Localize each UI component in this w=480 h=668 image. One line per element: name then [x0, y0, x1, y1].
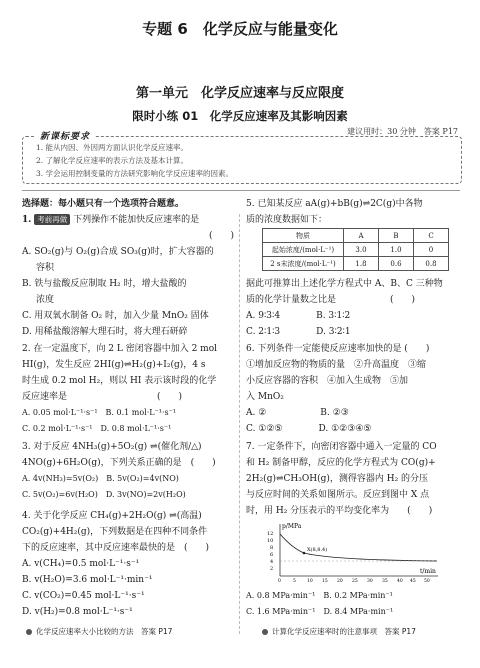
q2-options-cd: C. 0.2 mol·L⁻¹·s⁻¹ D. 0.8 mol·L⁻¹·s⁻¹: [22, 424, 172, 433]
y-tick: 8: [270, 545, 274, 551]
table-cell: 1.0: [379, 243, 414, 257]
x-tick: 5: [293, 579, 296, 582]
q4-stem-2: CO₂(g)+4H₂(g)，下列数据是在四种不同条件: [22, 527, 208, 537]
concentration-table: [262, 228, 449, 271]
x-tick: 45: [410, 579, 416, 582]
q2-stem-3: 时生成 0.2 mol H₂，则以 HI 表示该时段的化学: [22, 376, 217, 386]
requirements-title: 新课标要求: [36, 129, 94, 142]
q5-options-cd: C. 2∶1∶3 D. 3∶2∶1: [246, 327, 351, 337]
table-header: C: [414, 229, 449, 243]
q1-blank: ( ): [208, 231, 234, 241]
q1-option-d: D. 用稀盐酸溶解大理石时，将大理石研碎: [22, 327, 188, 337]
point-x: [303, 552, 306, 555]
table-cell: 0.6: [379, 257, 414, 271]
x-tick: 30: [367, 579, 373, 582]
graph-xlabel: t/min: [420, 568, 436, 575]
q1-option-a-cont: 容积: [36, 263, 55, 273]
section-instruction: 选择题：每小题只有一个选项符合题意。: [22, 199, 185, 209]
q1-option-b: B. 铁与盐酸反应制取 H₂ 时，增大盐酸的: [22, 279, 187, 289]
footer-left: [26, 626, 172, 637]
exam-tag: 考前再做: [34, 214, 70, 225]
y-tick: 12: [267, 531, 274, 537]
q5-conclusion: 据此可推算出上述化学方程式中 A、B、C 三种物: [246, 279, 443, 289]
q2-stem-2: HI(g)，发生反应 2HI(g)⇌H₂(g)+I₂(g)，4 s: [22, 360, 206, 370]
q3-options-ab: A. 4v(NH₃)=5v(O₂) B. 5v(O₂)=4v(NO): [22, 474, 179, 483]
table-cell: 2 s末浓度/(mol·L⁻¹): [263, 257, 344, 271]
table-header: A: [344, 229, 379, 243]
x-tick: 10: [307, 579, 313, 582]
q3-stem-2: 4NO(g)+6H₂O(g)，下列关系正确的是 ( ): [22, 458, 216, 468]
footer-right: [262, 626, 416, 637]
q5-stem-2: 质的浓度数据如下：: [246, 215, 328, 225]
q2-stem: 2. 在一定温度下，向 2 L 密闭容器中加入 2 mol: [22, 344, 218, 354]
q4-option-d: D. v(H₂)=0.8 mol·L⁻¹·s⁻¹: [22, 607, 133, 617]
table-cell: 1.8: [344, 257, 379, 271]
y-tick: 6: [270, 552, 274, 558]
q6-conditions-3: 入 MnO₂: [246, 392, 284, 402]
y-tick: 2: [270, 566, 274, 572]
x-tick: 35: [382, 579, 388, 582]
q3-stem: 3. 对于反应 4NH₃(g)+5O₂(g) ⇌(催化剂/△): [22, 442, 202, 452]
drill-title: 限时小练 01 化学反应速率及其影响因素: [132, 109, 348, 123]
bullet-icon: [262, 629, 268, 635]
q6-options-ab: A. ② B. ②③: [246, 408, 349, 418]
q1-stem: 1. 考前再做 下列操作不能加快反应速率的是: [22, 215, 200, 225]
divider: [22, 190, 460, 191]
q7-options-ab: A. 0.8 MPa·min⁻¹ B. 0.2 MPa·min⁻¹: [246, 591, 393, 600]
bullet-icon: [26, 629, 32, 635]
q6-options-cd: C. ①②⑤ D. ①②③④⑤: [246, 424, 372, 434]
column-divider: [239, 214, 240, 634]
q7-stem-5: 时，用 H₂ 分压表示的平均变化率为 ( ): [246, 506, 433, 516]
table-cell: 0.8: [414, 257, 449, 271]
x-tick: 25: [352, 579, 358, 582]
pressure-curve: [280, 534, 437, 561]
requirement-item: 1. 能从内因、外因两方面认识化学反应速率。: [36, 143, 189, 152]
q2-stem-4: 反应速率是 ( ): [22, 392, 183, 402]
q7-stem: 7. 一定条件下，向密闭容器中通入一定量的 CO: [246, 442, 437, 452]
q6-stem: 6. 下列条件一定能使反应速率加快的是 ( ): [246, 344, 430, 354]
table-cell: 3.0: [344, 243, 379, 257]
x-tick: 50: [424, 579, 430, 582]
q5-stem: 5. 已知某反应 aA(g)+bB(g)⇌2C(g)中各物: [246, 199, 423, 209]
graph-ylabel: p/MPa: [282, 523, 302, 530]
q4-stem: 4. 关于化学反应 CH₄(g)+2H₂O(g) ⇌(高温): [22, 511, 202, 521]
q2-options-ab: A. 0.05 mol·L⁻¹·s⁻¹ B. 0.1 mol·L⁻¹·s⁻¹: [22, 408, 177, 417]
x-tick: 15: [322, 579, 328, 582]
x-tick: 40: [397, 579, 403, 582]
x-tick: 20: [337, 579, 343, 582]
topic-title: 专题 6 化学反应与能量变化: [142, 20, 338, 38]
q7-stem-2: 和 H₂ 制备甲醇，反应的化学方程式为 CO(g)+: [246, 458, 436, 468]
footer-left-text: 化学反应速率大小比较的方法 答案 P17: [36, 627, 173, 636]
q4-stem-3: 下的反应速率，其中反应速率最快的是 ( ): [22, 543, 210, 553]
q3-options-cd: C. 5v(O₂)=6v(H₂O) D. 3v(NO)=2v(H₂O): [22, 490, 186, 499]
y-tick: 10: [267, 538, 274, 544]
y-tick: 4: [270, 559, 274, 565]
q4-option-a: A. v(CH₄)=0.5 mol·L⁻¹·s⁻¹: [22, 559, 140, 569]
q7-options-cd: C. 1.6 MPa·min⁻¹ D. 8.4 MPa·min⁻¹: [246, 607, 394, 616]
table-header: 物质: [263, 229, 344, 243]
q5-options-ab: A. 9∶3∶4 B. 3∶1∶2: [246, 311, 351, 321]
q7-stem-3: 2H₂(g)⇌CH₃OH(g)，测得容器内 H₂ 的分压: [246, 474, 429, 484]
point-label: X(8,8.4): [307, 547, 328, 553]
q4-option-b: B. v(H₂O)=3.6 mol·L⁻¹·min⁻¹: [22, 575, 153, 585]
q5-conclusion-2: 质的化学计量数之比是 ( ): [246, 295, 416, 305]
table-header: B: [379, 229, 414, 243]
x-tick: 0: [278, 579, 281, 582]
unit-title: 第一单元 化学反应速率与反应限度: [135, 86, 344, 101]
requirement-item: 3. 学会运用控制变量的方法研究影响化学反应速率的因素。: [36, 169, 234, 178]
q1-option-a: A. SO₂(g)与 O₂(g)合成 SO₃(g)时，扩大容器的: [22, 247, 214, 257]
requirement-item: 2. 了解化学反应速率的表示方法及基本计算。: [36, 156, 189, 165]
q7-stem-4: 与反应时间的关系如图所示。反应到图中 X 点: [246, 490, 430, 500]
time-answer-meta: 建议用时：30 分钟 答案 P17: [347, 127, 458, 136]
q4-option-c: C. v(CO₂)=0.45 mol·L⁻¹·s⁻¹: [22, 591, 145, 601]
pressure-time-graph: [262, 520, 442, 582]
footer-right-text: 计算化学反应速率时的注意事项 答案 P17: [272, 627, 416, 636]
q6-conditions: ①增加反应物的物质的量 ②升高温度 ③缩: [246, 360, 427, 370]
q1-option-b-cont: 浓度: [36, 295, 55, 305]
table-cell: 0: [414, 243, 449, 257]
q1-option-c: C. 用双氧水制备 O₂ 时，加入少量 MnO₂ 固体: [22, 311, 209, 321]
q6-conditions-2: 小反应容器的容积 ④加入生成物 ⑤加: [246, 376, 409, 386]
table-cell: 起始浓度/(mol·L⁻¹): [263, 243, 344, 257]
